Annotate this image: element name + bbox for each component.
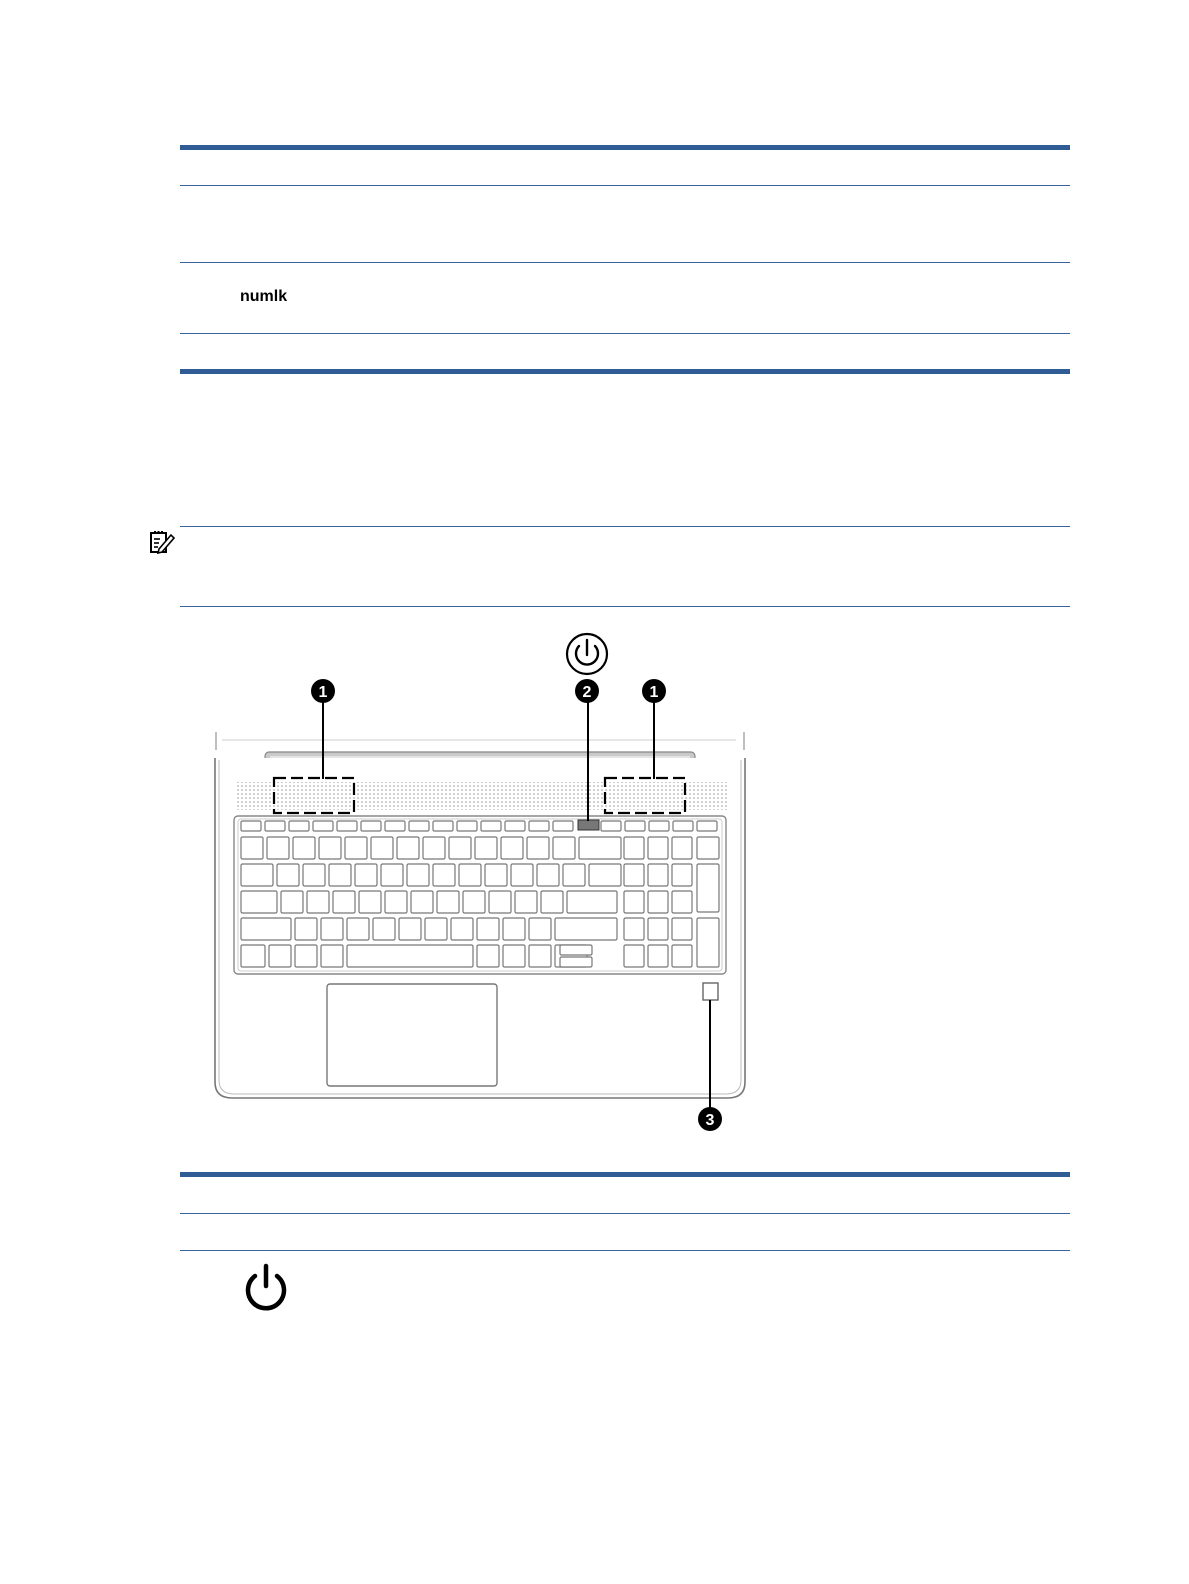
table2-header-rule	[180, 1213, 1070, 1214]
keyboard-key	[563, 864, 585, 886]
keyboard-key	[697, 864, 719, 912]
keyboard-key	[241, 918, 291, 940]
keyboard-key	[555, 918, 617, 940]
table1-row-rule	[180, 333, 1070, 334]
note-top-rule	[180, 526, 1070, 527]
callout-badge-2	[575, 679, 599, 703]
keyboard-key	[347, 945, 473, 967]
keyboard-key	[295, 945, 317, 967]
callout-badge-1-left	[311, 679, 335, 703]
keyboard-key	[409, 821, 429, 831]
keyboard-key	[672, 945, 692, 967]
keyboard-key	[433, 821, 453, 831]
keyboard-key	[241, 864, 273, 886]
keyboard-key	[672, 918, 692, 940]
keyboard-key	[293, 837, 315, 859]
keyboard-key	[373, 918, 395, 940]
keyboard-key	[624, 918, 644, 940]
keyboard-key	[289, 821, 309, 831]
keyboard-key	[501, 837, 523, 859]
keyboard-key	[433, 864, 455, 886]
keyboard-key	[307, 891, 329, 913]
keyboard-key	[241, 821, 261, 831]
keyboard-key	[672, 837, 692, 859]
fingerprint-reader	[703, 983, 718, 1000]
keyboard-key	[697, 837, 719, 859]
keyboard-key	[505, 821, 525, 831]
keyboard-key	[649, 821, 669, 831]
keyboard-key	[459, 864, 481, 886]
keyboard-key	[648, 864, 668, 886]
svg-text:3: 3	[705, 1112, 715, 1129]
keyboard-key	[503, 918, 525, 940]
keyboard-key	[313, 821, 333, 831]
keyboard-key	[648, 945, 668, 967]
keyboard-key	[529, 945, 551, 967]
keyboard-key	[269, 945, 291, 967]
keyboard-key	[321, 945, 343, 967]
keyboard-key	[527, 837, 549, 859]
keyboard-key	[267, 837, 289, 859]
keyboard-key	[485, 864, 507, 886]
keyboard-key	[361, 821, 381, 831]
keyboard-key	[399, 918, 421, 940]
laptop-top-view-figure	[200, 628, 770, 1148]
power-button-key	[578, 820, 599, 830]
keyboard-key	[425, 918, 447, 940]
keyboard-key	[511, 864, 533, 886]
callout-badge-1-right	[642, 679, 666, 703]
keyboard-key	[625, 821, 645, 831]
keyboard-key	[347, 918, 369, 940]
numlk-key-label: numlk	[240, 288, 288, 305]
keyboard-key	[601, 821, 621, 831]
keyboard-key	[457, 821, 477, 831]
table2-top-rule	[180, 1172, 1070, 1177]
keyboard-key	[560, 945, 592, 955]
table1-top-rule	[180, 145, 1070, 150]
keyboard-key	[385, 821, 405, 831]
table1-bottom-rule	[180, 369, 1070, 374]
keyboard-key	[624, 837, 644, 859]
keyboard-key	[423, 837, 445, 859]
keyboard-key	[277, 864, 299, 886]
keyboard-key	[672, 891, 692, 913]
note-bottom-rule	[180, 606, 1070, 607]
power-icon	[240, 1262, 292, 1314]
keyboard-key	[241, 945, 265, 967]
keyboard-key	[648, 837, 668, 859]
keyboard-key	[411, 891, 433, 913]
keyboard-key	[697, 821, 717, 831]
keyboard-key	[407, 864, 429, 886]
svg-text:1: 1	[318, 684, 328, 701]
keyboard-key	[672, 864, 692, 886]
keyboard-key	[359, 891, 381, 913]
keyboard-key	[397, 837, 419, 859]
keyboard-key	[481, 821, 501, 831]
keyboard-key	[673, 821, 693, 831]
keyboard-key	[624, 945, 644, 967]
keyboard-key	[265, 821, 285, 831]
keyboard-key	[337, 821, 357, 831]
keyboard-key	[319, 837, 341, 859]
keyboard-key	[475, 837, 497, 859]
keyboard-key	[303, 864, 325, 886]
keyboard-key	[624, 864, 644, 886]
keyboard-key	[553, 821, 573, 831]
svg-text:2: 2	[582, 684, 592, 701]
keyboard-key	[624, 891, 644, 913]
callout-badge-3	[698, 1107, 722, 1131]
keyboard-key	[241, 891, 277, 913]
keyboard-key	[385, 891, 407, 913]
keyboard-key	[451, 918, 473, 940]
keyboard-key	[321, 918, 343, 940]
keyboard-key	[515, 891, 537, 913]
keyboard-key	[345, 837, 367, 859]
svg-text:1: 1	[649, 684, 659, 701]
keyboard-key	[648, 891, 668, 913]
keyboard-key	[529, 821, 549, 831]
keyboard-key	[355, 864, 377, 886]
keyboard-key	[541, 891, 563, 913]
keyboard-key	[567, 891, 617, 913]
keyboard-key	[477, 918, 499, 940]
table1-header-rule	[180, 185, 1070, 186]
keyboard-key	[697, 918, 719, 967]
keyboard-key	[579, 837, 621, 859]
keyboard-key	[241, 837, 263, 859]
touchpad	[327, 984, 497, 1086]
table2-row-rule	[180, 1250, 1070, 1251]
keyboard-key	[537, 864, 559, 886]
table1-row-rule	[180, 262, 1070, 263]
keyboard-key	[477, 945, 499, 967]
keyboard-key	[333, 891, 355, 913]
keyboard-key	[503, 945, 525, 967]
keyboard-key	[589, 864, 621, 886]
keyboard-key	[437, 891, 459, 913]
keyboard-key	[381, 864, 403, 886]
keyboard-key	[295, 918, 317, 940]
power-icon	[567, 634, 607, 674]
keyboard-key	[648, 918, 668, 940]
keyboard-key	[553, 837, 575, 859]
note-clipboard-icon	[149, 529, 175, 555]
keyboard-key	[449, 837, 471, 859]
keyboard-key	[489, 891, 511, 913]
keyboard-key	[560, 957, 592, 967]
keyboard-key	[329, 864, 351, 886]
keyboard-key	[371, 837, 393, 859]
keyboard-key	[529, 918, 551, 940]
keyboard-key	[281, 891, 303, 913]
keyboard-key	[463, 891, 485, 913]
